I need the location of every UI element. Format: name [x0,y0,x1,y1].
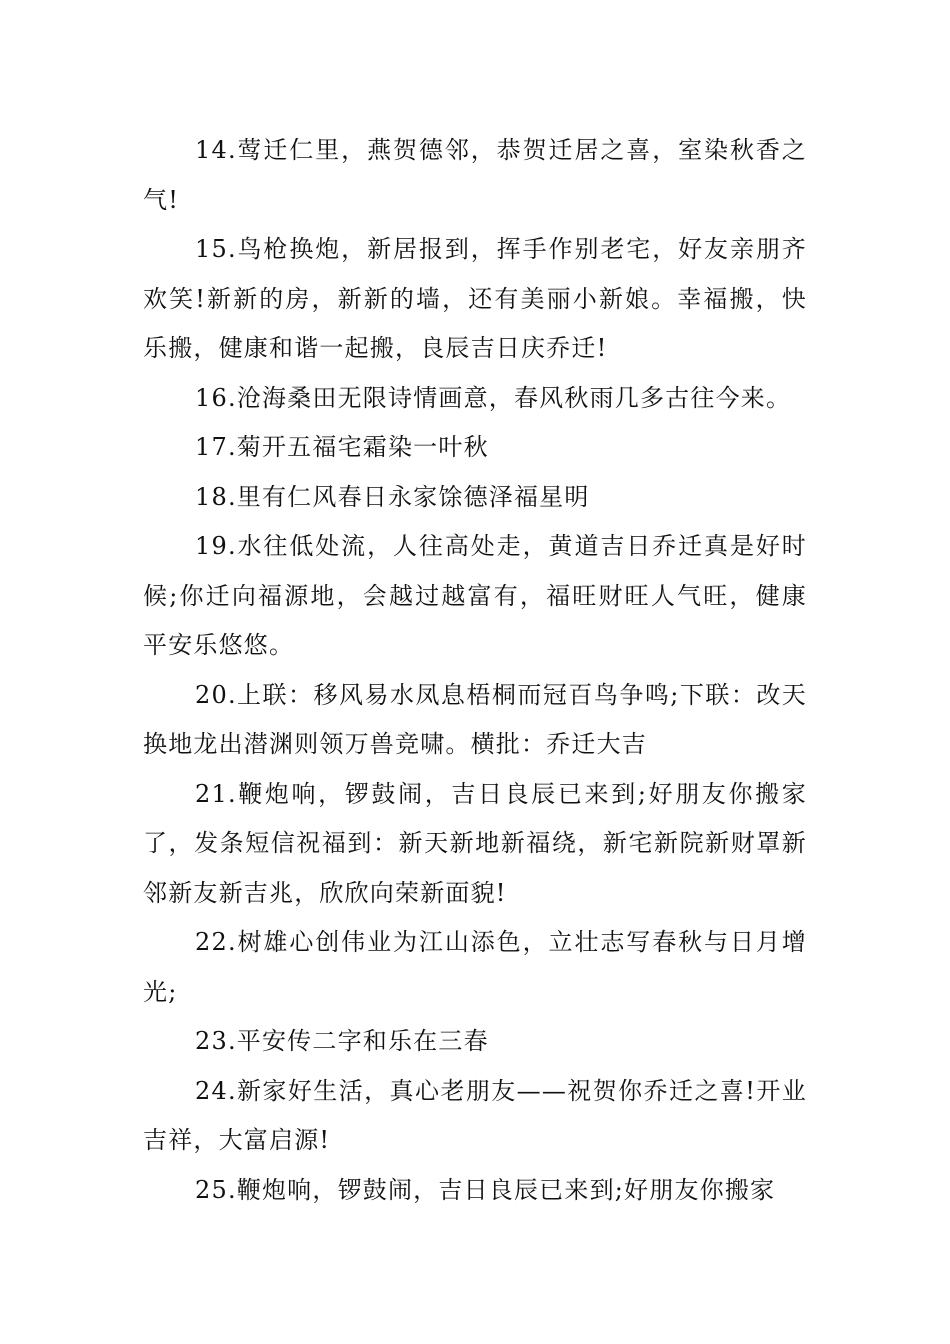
paragraph-25: 25.鞭炮响，锣鼓闹，吉日良辰已来到;好朋友你搬家 [195,1175,776,1204]
paragraph-15: 15.鸟枪换炮，新居报到，挥手作别老宅，好友亲朋齐欢笑!新新的房，新新的墙，还有美丽小新娘。幸福搬，快乐搬，健康和谐一起搬，良辰吉日庆乔迁! [143,235,807,362]
paragraph-17: 17.菊开五福宅霜染一叶秋 [195,433,489,461]
paragraph-21: 21.鞭炮响，锣鼓闹，吉日良辰已来到;好朋友你搬家了，发条短信祝福到：新天新地新福绕，新宅新院新财罩新邻新友新吉兆，欣欣向荣新面貌! [143,779,807,907]
paragraph-18: 18.里有仁风春日永家馀德泽福星明 [195,482,590,511]
paragraph-20: 20.上联：移风易水凤息梧桐而冠百鸟争鸣;下联：改天换地龙出潜渊则领万兽竞啸。横批：乔迁大吉 [143,680,807,758]
paragraph-14: 14.莺迁仁里，燕贺德邻，恭贺迁居之喜，室染秋香之气! [143,136,807,214]
document-body [143,126,807,1215]
paragraph-19: 19.水往低处流，人往高处走，黄道吉日乔迁真是好时候;你迁向福源地，会越过越富有，福旺财旺人气旺，健康平安乐悠悠。 [143,532,807,659]
paragraph-24: 24.新家好生活，真心老朋友——祝贺你乔迁之喜!开业吉祥，大富启源! [143,1076,807,1154]
paragraph-23: 23.平安传二字和乐在三春 [195,1027,489,1055]
paragraph-22: 22.树雄心创伟业为江山添色，立壮志写春秋与日月增光; [143,928,807,1006]
paragraph-16: 16.沧海桑田无限诗情画意，春风秋雨几多古往今来。 [195,383,792,412]
